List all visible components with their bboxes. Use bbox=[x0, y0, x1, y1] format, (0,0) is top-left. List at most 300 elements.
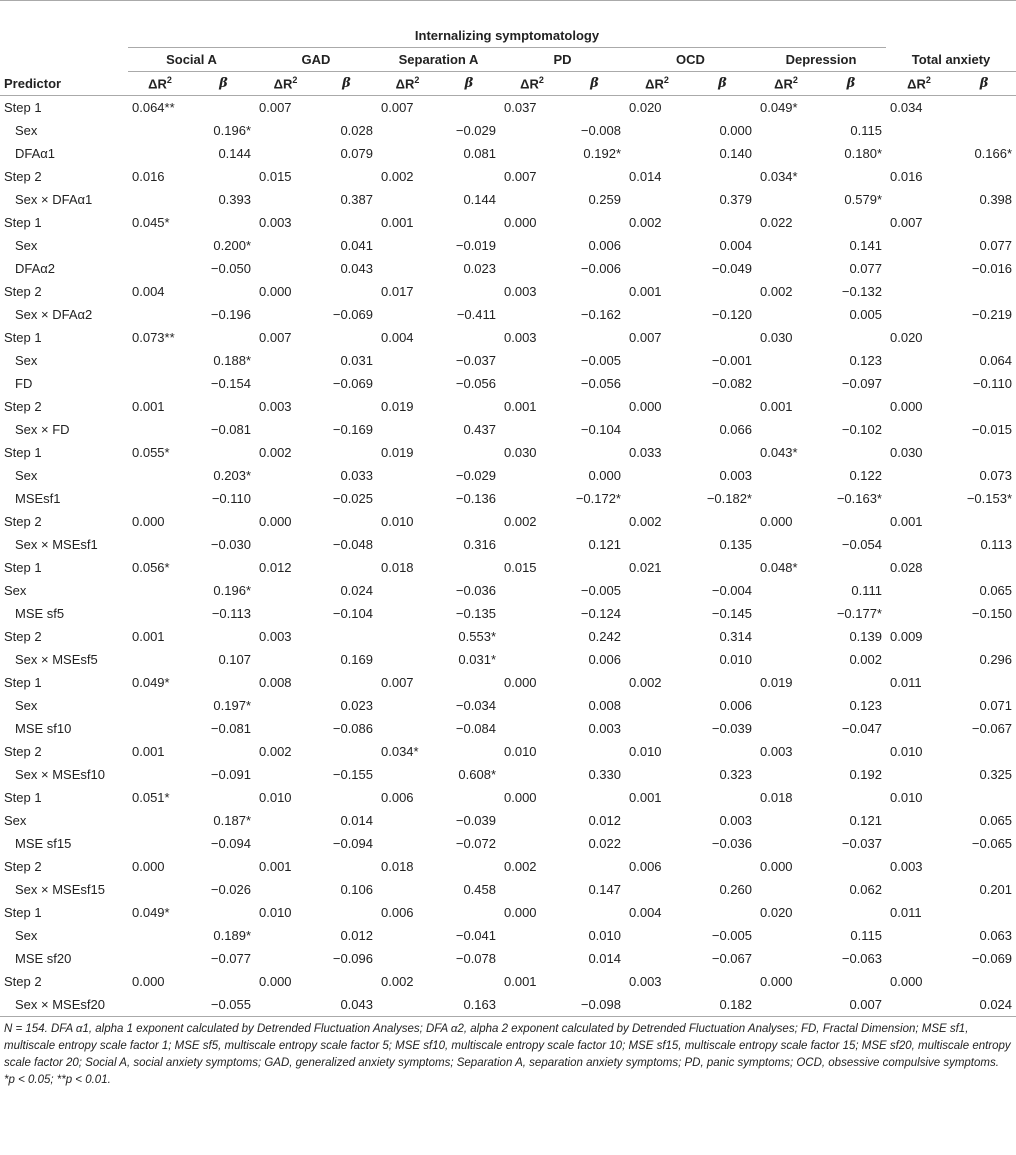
beta-cell: 0.065 bbox=[979, 813, 1013, 828]
delta-r2-cell bbox=[500, 717, 564, 740]
beta-cell: 0.002 bbox=[849, 652, 882, 667]
beta-cell: 0.010 bbox=[719, 652, 752, 667]
delta-r2-cell bbox=[500, 418, 564, 441]
delta-r2-cell bbox=[128, 763, 192, 786]
delta-r2-cell bbox=[128, 579, 192, 602]
beta-cell bbox=[192, 96, 255, 120]
beta-cell: 0.063 bbox=[979, 928, 1013, 943]
delta-r2-cell bbox=[377, 832, 438, 855]
beta-cell: −0.067 bbox=[711, 951, 752, 966]
beta-cell bbox=[816, 510, 886, 533]
beta-cell: −0.135 bbox=[455, 606, 496, 621]
beta-cell: 0.006 bbox=[588, 238, 621, 253]
beta-cell: 0.106 bbox=[340, 882, 373, 897]
delta-r2-header: $\Delta R^2$ bbox=[128, 72, 192, 96]
beta-cell bbox=[192, 625, 255, 648]
beta-cell: 0.121 bbox=[849, 813, 882, 828]
table-row bbox=[0, 349, 1016, 372]
beta-cell bbox=[316, 901, 377, 924]
beta-cell bbox=[689, 211, 756, 234]
beta-cell bbox=[192, 510, 255, 533]
beta-cell bbox=[689, 395, 756, 418]
delta-r2-cell: 0.000 bbox=[259, 974, 292, 989]
beta-cell bbox=[438, 510, 500, 533]
beta-cell bbox=[952, 441, 1016, 464]
delta-r2-cell: 0.010 bbox=[890, 744, 923, 759]
delta-r2-cell: 0.000 bbox=[504, 675, 537, 690]
delta-r2-cell: 0.049* bbox=[132, 905, 170, 920]
delta-r2-cell bbox=[756, 694, 816, 717]
delta-r2-cell bbox=[128, 349, 192, 372]
beta-cell bbox=[689, 165, 756, 188]
row-label: Step 1 bbox=[4, 100, 42, 115]
beta-cell: 0.201 bbox=[979, 882, 1013, 897]
beta-cell: 0.188* bbox=[213, 353, 251, 368]
delta-r2-cell: 0.007 bbox=[504, 169, 537, 184]
beta-cell: 0.314 bbox=[719, 629, 752, 644]
beta-cell: 0.004 bbox=[719, 238, 752, 253]
delta-r2-cell bbox=[756, 832, 816, 855]
delta-r2-cell bbox=[128, 717, 192, 740]
delta-r2-cell bbox=[886, 464, 952, 487]
beta-cell: 0.022 bbox=[588, 836, 621, 851]
row-label: Sex × MSEsf10 bbox=[15, 767, 105, 782]
beta-cell bbox=[438, 165, 500, 188]
delta-r2-cell bbox=[500, 464, 564, 487]
beta-cell bbox=[816, 671, 886, 694]
beta-cell bbox=[564, 556, 625, 579]
delta-r2-cell bbox=[886, 487, 952, 510]
super-header: Internalizing symptomatology bbox=[128, 24, 886, 48]
delta-r2-cell: 0.028 bbox=[890, 560, 923, 575]
delta-r2-cell bbox=[886, 832, 952, 855]
beta-cell bbox=[192, 280, 255, 303]
delta-r2-cell bbox=[756, 533, 816, 556]
delta-r2-cell bbox=[377, 924, 438, 947]
delta-r2-cell bbox=[500, 487, 564, 510]
delta-r2-header: $\Delta R^2$ bbox=[377, 72, 438, 96]
beta-cell: −0.054 bbox=[841, 537, 882, 552]
delta-r2-cell: 0.000 bbox=[259, 514, 292, 529]
beta-cell: 0.007 bbox=[816, 993, 886, 1017]
delta-r2-cell bbox=[886, 188, 952, 211]
delta-r2-cell bbox=[756, 464, 816, 487]
table-row bbox=[0, 326, 1016, 349]
row-label: DFAα1 bbox=[15, 146, 56, 161]
delta-r2-cell: 0.012 bbox=[259, 560, 292, 575]
beta-cell: 0.259 bbox=[588, 192, 621, 207]
beta-cell: −0.163* bbox=[836, 491, 882, 506]
beta-cell: 0.144 bbox=[463, 192, 496, 207]
beta-cell: 0.003 bbox=[719, 468, 752, 483]
delta-r2-cell bbox=[625, 372, 689, 395]
delta-r2-cell: 0.000 bbox=[629, 399, 662, 414]
beta-cell bbox=[438, 280, 500, 303]
beta-cell bbox=[689, 786, 756, 809]
beta-cell: 0.000 bbox=[719, 123, 752, 138]
beta-cell bbox=[564, 901, 625, 924]
beta-cell bbox=[564, 211, 625, 234]
beta-cell: −0.072 bbox=[455, 836, 496, 851]
beta-cell: 0.123 bbox=[849, 353, 882, 368]
beta-cell bbox=[816, 165, 886, 188]
delta-r2-cell bbox=[756, 717, 816, 740]
table-row bbox=[0, 717, 1016, 740]
row-label: Sex bbox=[4, 583, 27, 598]
delta-r2-cell: 0.002 bbox=[760, 284, 793, 299]
table-row bbox=[0, 947, 1016, 970]
delta-r2-cell bbox=[128, 487, 192, 510]
beta-cell: 0.140 bbox=[719, 146, 752, 161]
delta-r2-cell bbox=[500, 878, 564, 901]
delta-r2-cell bbox=[128, 947, 192, 970]
delta-r2-cell: 0.017 bbox=[381, 284, 414, 299]
beta-cell: 0.111 bbox=[851, 583, 882, 598]
delta-r2-cell: 0.009 bbox=[890, 629, 923, 644]
beta-cell: −0.132 bbox=[841, 284, 882, 299]
delta-r2-cell: 0.020 bbox=[760, 905, 793, 920]
beta-cell bbox=[192, 556, 255, 579]
beta-cell: −0.049 bbox=[711, 261, 752, 276]
table-row bbox=[0, 119, 1016, 142]
table-row bbox=[0, 832, 1016, 855]
beta-cell: −0.182* bbox=[706, 491, 752, 506]
delta-r2-cell: 0.006 bbox=[381, 790, 414, 805]
beta-cell: 0.192* bbox=[583, 146, 621, 161]
delta-r2-cell bbox=[625, 142, 689, 165]
beta-cell bbox=[952, 671, 1016, 694]
table-row bbox=[0, 740, 1016, 763]
group-header: PD bbox=[500, 48, 625, 72]
delta-r2-cell: 0.002 bbox=[381, 169, 414, 184]
delta-r2-header: $\Delta R^2$ bbox=[625, 72, 689, 96]
beta-cell bbox=[564, 740, 625, 763]
delta-r2-cell bbox=[255, 694, 316, 717]
beta-cell bbox=[816, 96, 886, 120]
beta-cell: 0.141 bbox=[849, 238, 882, 253]
delta-r2-cell bbox=[756, 372, 816, 395]
delta-r2-cell bbox=[500, 947, 564, 970]
delta-r2-cell bbox=[500, 372, 564, 395]
beta-cell bbox=[689, 510, 756, 533]
delta-r2-cell: 0.010 bbox=[259, 790, 292, 805]
row-label: Sex × MSEsf15 bbox=[15, 882, 105, 897]
beta-cell bbox=[952, 280, 1016, 303]
beta-cell bbox=[192, 441, 255, 464]
beta-cell: −0.091 bbox=[210, 767, 251, 782]
beta-cell: −0.169 bbox=[332, 422, 373, 437]
delta-r2-cell bbox=[625, 418, 689, 441]
beta-cell: −0.081 bbox=[210, 422, 251, 437]
delta-r2-cell bbox=[625, 648, 689, 671]
delta-r2-cell: 0.049* bbox=[760, 100, 798, 115]
delta-r2-cell: 0.002 bbox=[259, 744, 292, 759]
beta-cell: 0.005 bbox=[849, 307, 882, 322]
delta-r2-cell bbox=[500, 602, 564, 625]
delta-r2-cell bbox=[756, 119, 816, 142]
delta-r2-cell bbox=[128, 464, 192, 487]
row-label: Sex × MSEsf20 bbox=[0, 993, 128, 1017]
beta-cell: −0.055 bbox=[192, 993, 255, 1017]
table-row bbox=[0, 878, 1016, 901]
beta-cell: 0.043 bbox=[340, 261, 373, 276]
beta-cell bbox=[689, 901, 756, 924]
delta-r2-cell bbox=[128, 234, 192, 257]
beta-cell: −0.015 bbox=[971, 422, 1013, 437]
delta-r2-cell bbox=[128, 119, 192, 142]
beta-cell: 0.000 bbox=[588, 468, 621, 483]
row-label: MSE sf20 bbox=[15, 951, 72, 966]
beta-cell: −0.039 bbox=[455, 813, 496, 828]
beta-cell bbox=[952, 556, 1016, 579]
beta-cell: 0.081 bbox=[463, 146, 496, 161]
delta-r2-cell bbox=[756, 924, 816, 947]
beta-cell bbox=[816, 970, 886, 993]
beta-cell bbox=[952, 786, 1016, 809]
delta-r2-cell bbox=[128, 303, 192, 326]
delta-r2-cell: 0.000 bbox=[132, 974, 165, 989]
beta-cell: −0.069 bbox=[332, 307, 373, 322]
table-row bbox=[0, 303, 1016, 326]
beta-cell: 0.553* bbox=[458, 629, 496, 644]
row-label: Sex bbox=[15, 238, 38, 253]
beta-cell bbox=[689, 96, 756, 120]
delta-r2-cell bbox=[377, 234, 438, 257]
delta-r2-cell bbox=[128, 602, 192, 625]
beta-cell bbox=[316, 740, 377, 763]
beta-cell: 0.006 bbox=[588, 652, 621, 667]
delta-r2-cell: 0.073** bbox=[132, 330, 175, 345]
delta-r2-cell bbox=[377, 878, 438, 901]
beta-cell bbox=[952, 970, 1016, 993]
beta-cell: 0.316 bbox=[463, 537, 496, 552]
row-label: Sex × DFAα1 bbox=[15, 192, 93, 207]
delta-r2-cell bbox=[625, 694, 689, 717]
delta-r2-cell: 0.000 bbox=[504, 215, 537, 230]
delta-r2-cell: 0.019 bbox=[381, 445, 414, 460]
delta-r2-cell: 0.001 bbox=[381, 215, 414, 230]
delta-r2-cell bbox=[377, 349, 438, 372]
beta-cell: 0.135 bbox=[719, 537, 752, 552]
beta-cell bbox=[952, 395, 1016, 418]
table-row bbox=[0, 234, 1016, 257]
delta-r2-cell: 0.002 bbox=[629, 514, 662, 529]
row-label: Sex × FD bbox=[15, 422, 70, 437]
beta-cell: −0.029 bbox=[455, 468, 496, 483]
delta-r2-cell: 0.055* bbox=[132, 445, 170, 460]
delta-r2-cell bbox=[886, 349, 952, 372]
delta-r2-cell: 0.016 bbox=[890, 169, 923, 184]
beta-cell bbox=[438, 855, 500, 878]
delta-r2-cell bbox=[500, 349, 564, 372]
delta-r2-cell bbox=[625, 717, 689, 740]
delta-r2-cell: 0.015 bbox=[504, 560, 537, 575]
beta-cell: −0.026 bbox=[210, 882, 251, 897]
delta-r2-cell bbox=[128, 188, 192, 211]
beta-cell: −0.094 bbox=[332, 836, 373, 851]
delta-r2-cell: 0.001 bbox=[132, 399, 165, 414]
delta-r2-cell: 0.007 bbox=[381, 100, 414, 115]
beta-cell bbox=[192, 901, 255, 924]
beta-cell: 0.077 bbox=[849, 261, 882, 276]
delta-r2-cell: 0.003 bbox=[259, 629, 292, 644]
delta-r2-cell: 0.000 bbox=[132, 859, 165, 874]
beta-cell: 0.196* bbox=[213, 583, 251, 598]
beta-cell: 0.043 bbox=[316, 993, 377, 1017]
delta-r2-cell: 0.002 bbox=[259, 445, 292, 460]
row-label: Step 1 bbox=[4, 445, 42, 460]
table-row bbox=[0, 533, 1016, 556]
delta-r2-cell: 0.018 bbox=[760, 790, 793, 805]
delta-r2-cell: 0.064** bbox=[132, 100, 175, 115]
beta-cell: −0.036 bbox=[711, 836, 752, 851]
group-header: Separation A bbox=[377, 48, 500, 72]
beta-cell: 0.147 bbox=[588, 882, 621, 897]
beta-cell bbox=[689, 326, 756, 349]
row-label: Step 2 bbox=[4, 284, 42, 299]
delta-r2-cell: 0.001 bbox=[504, 974, 537, 989]
table-row bbox=[0, 211, 1016, 234]
beta-cell: 0.192 bbox=[849, 767, 882, 782]
group-header: GAD bbox=[255, 48, 377, 72]
delta-r2-cell bbox=[255, 924, 316, 947]
beta-cell bbox=[952, 855, 1016, 878]
beta-cell bbox=[564, 96, 625, 120]
table-row bbox=[0, 648, 1016, 671]
delta-r2-cell bbox=[377, 119, 438, 142]
row-label: Step 1 bbox=[4, 905, 42, 920]
delta-r2-cell bbox=[500, 993, 564, 1017]
delta-r2-cell bbox=[500, 257, 564, 280]
beta-cell: −0.081 bbox=[210, 721, 251, 736]
beta-cell bbox=[816, 441, 886, 464]
delta-r2-cell bbox=[128, 924, 192, 947]
delta-r2-cell bbox=[625, 303, 689, 326]
delta-r2-cell bbox=[625, 832, 689, 855]
beta-cell: 0.023 bbox=[463, 261, 496, 276]
beta-cell: −0.056 bbox=[580, 376, 621, 391]
delta-r2-cell: 0.011 bbox=[890, 905, 922, 920]
beta-cell: 0.071 bbox=[979, 698, 1013, 713]
delta-r2-cell bbox=[886, 878, 952, 901]
delta-r2-cell bbox=[128, 142, 192, 165]
beta-cell bbox=[438, 441, 500, 464]
delta-r2-cell: 0.003 bbox=[504, 330, 537, 345]
delta-r2-cell: 0.019 bbox=[760, 675, 793, 690]
delta-r2-cell: 0.002 bbox=[381, 974, 414, 989]
beta-cell bbox=[564, 165, 625, 188]
beta-cell: −0.048 bbox=[332, 537, 373, 552]
table-row bbox=[0, 671, 1016, 694]
table-row bbox=[0, 188, 1016, 211]
beta-cell: 0.139 bbox=[849, 629, 882, 644]
beta-cell: −0.153* bbox=[966, 491, 1013, 506]
beta-cell bbox=[564, 441, 625, 464]
delta-r2-cell: 0.001 bbox=[132, 744, 165, 759]
beta-cell bbox=[816, 211, 886, 234]
delta-r2-cell bbox=[255, 878, 316, 901]
beta-cell: −0.102 bbox=[841, 422, 882, 437]
row-label: Step 2 bbox=[4, 629, 42, 644]
delta-r2-cell bbox=[756, 602, 816, 625]
delta-r2-cell bbox=[255, 947, 316, 970]
beta-cell bbox=[816, 556, 886, 579]
delta-r2-cell bbox=[128, 809, 192, 832]
delta-r2-cell bbox=[377, 694, 438, 717]
row-label: Sex bbox=[15, 123, 38, 138]
delta-r2-cell: 0.003 bbox=[890, 859, 923, 874]
beta-cell: −0.078 bbox=[455, 951, 496, 966]
delta-r2-cell: 0.004 bbox=[629, 905, 662, 920]
delta-r2-cell: 0.020 bbox=[890, 330, 923, 345]
beta-cell: −0.104 bbox=[332, 606, 373, 621]
beta-cell: −0.155 bbox=[332, 767, 373, 782]
beta-cell bbox=[316, 786, 377, 809]
delta-r2-cell: 0.001 bbox=[504, 399, 537, 414]
beta-cell: 0.064 bbox=[979, 353, 1013, 368]
beta-cell bbox=[816, 740, 886, 763]
delta-r2-cell bbox=[377, 602, 438, 625]
delta-r2-cell bbox=[128, 694, 192, 717]
delta-r2-cell: 0.003 bbox=[504, 284, 537, 299]
beta-cell: 0.122 bbox=[849, 468, 882, 483]
table-row bbox=[0, 924, 1016, 947]
delta-r2-cell bbox=[255, 763, 316, 786]
delta-r2-cell: 0.001 bbox=[132, 629, 165, 644]
delta-r2-cell bbox=[255, 487, 316, 510]
beta-cell: 0.182 bbox=[689, 993, 756, 1017]
delta-r2-cell bbox=[756, 303, 816, 326]
row-label: Sex bbox=[15, 353, 38, 368]
beta-cell bbox=[816, 901, 886, 924]
delta-r2-cell: 0.049* bbox=[132, 675, 170, 690]
delta-r2-cell bbox=[625, 878, 689, 901]
delta-r2-cell bbox=[756, 234, 816, 257]
delta-r2-cell: 0.034* bbox=[760, 169, 798, 184]
delta-r2-cell: 0.010 bbox=[259, 905, 292, 920]
beta-cell: 0.163 bbox=[438, 993, 500, 1017]
delta-r2-cell: 0.007 bbox=[381, 675, 414, 690]
beta-cell bbox=[564, 671, 625, 694]
delta-r2-cell bbox=[625, 119, 689, 142]
delta-r2-cell bbox=[377, 717, 438, 740]
beta-cell: 0.197* bbox=[213, 698, 251, 713]
table-body bbox=[0, 96, 1016, 1017]
delta-r2-cell: 0.011 bbox=[890, 675, 922, 690]
delta-r2-cell: 0.002 bbox=[629, 215, 662, 230]
delta-r2-cell bbox=[128, 372, 192, 395]
delta-r2-cell bbox=[625, 809, 689, 832]
beta-cell: −0.008 bbox=[580, 123, 621, 138]
row-label: Step 2 bbox=[4, 169, 42, 184]
beta-cell: 0.028 bbox=[340, 123, 373, 138]
delta-r2-cell bbox=[756, 142, 816, 165]
delta-r2-cell bbox=[886, 533, 952, 556]
delta-r2-cell bbox=[756, 349, 816, 372]
delta-r2-cell bbox=[500, 303, 564, 326]
beta-cell: 0.065 bbox=[979, 583, 1013, 598]
row-label: Step 2 bbox=[4, 859, 42, 874]
delta-r2-cell bbox=[886, 602, 952, 625]
delta-r2-cell bbox=[756, 487, 816, 510]
delta-r2-cell: 0.010 bbox=[381, 514, 414, 529]
table-row bbox=[0, 625, 1016, 648]
delta-r2-cell bbox=[886, 372, 952, 395]
delta-r2-cell bbox=[886, 717, 952, 740]
row-label: MSE sf15 bbox=[15, 836, 72, 851]
beta-cell: −0.084 bbox=[455, 721, 496, 736]
beta-cell: 0.062 bbox=[849, 882, 882, 897]
